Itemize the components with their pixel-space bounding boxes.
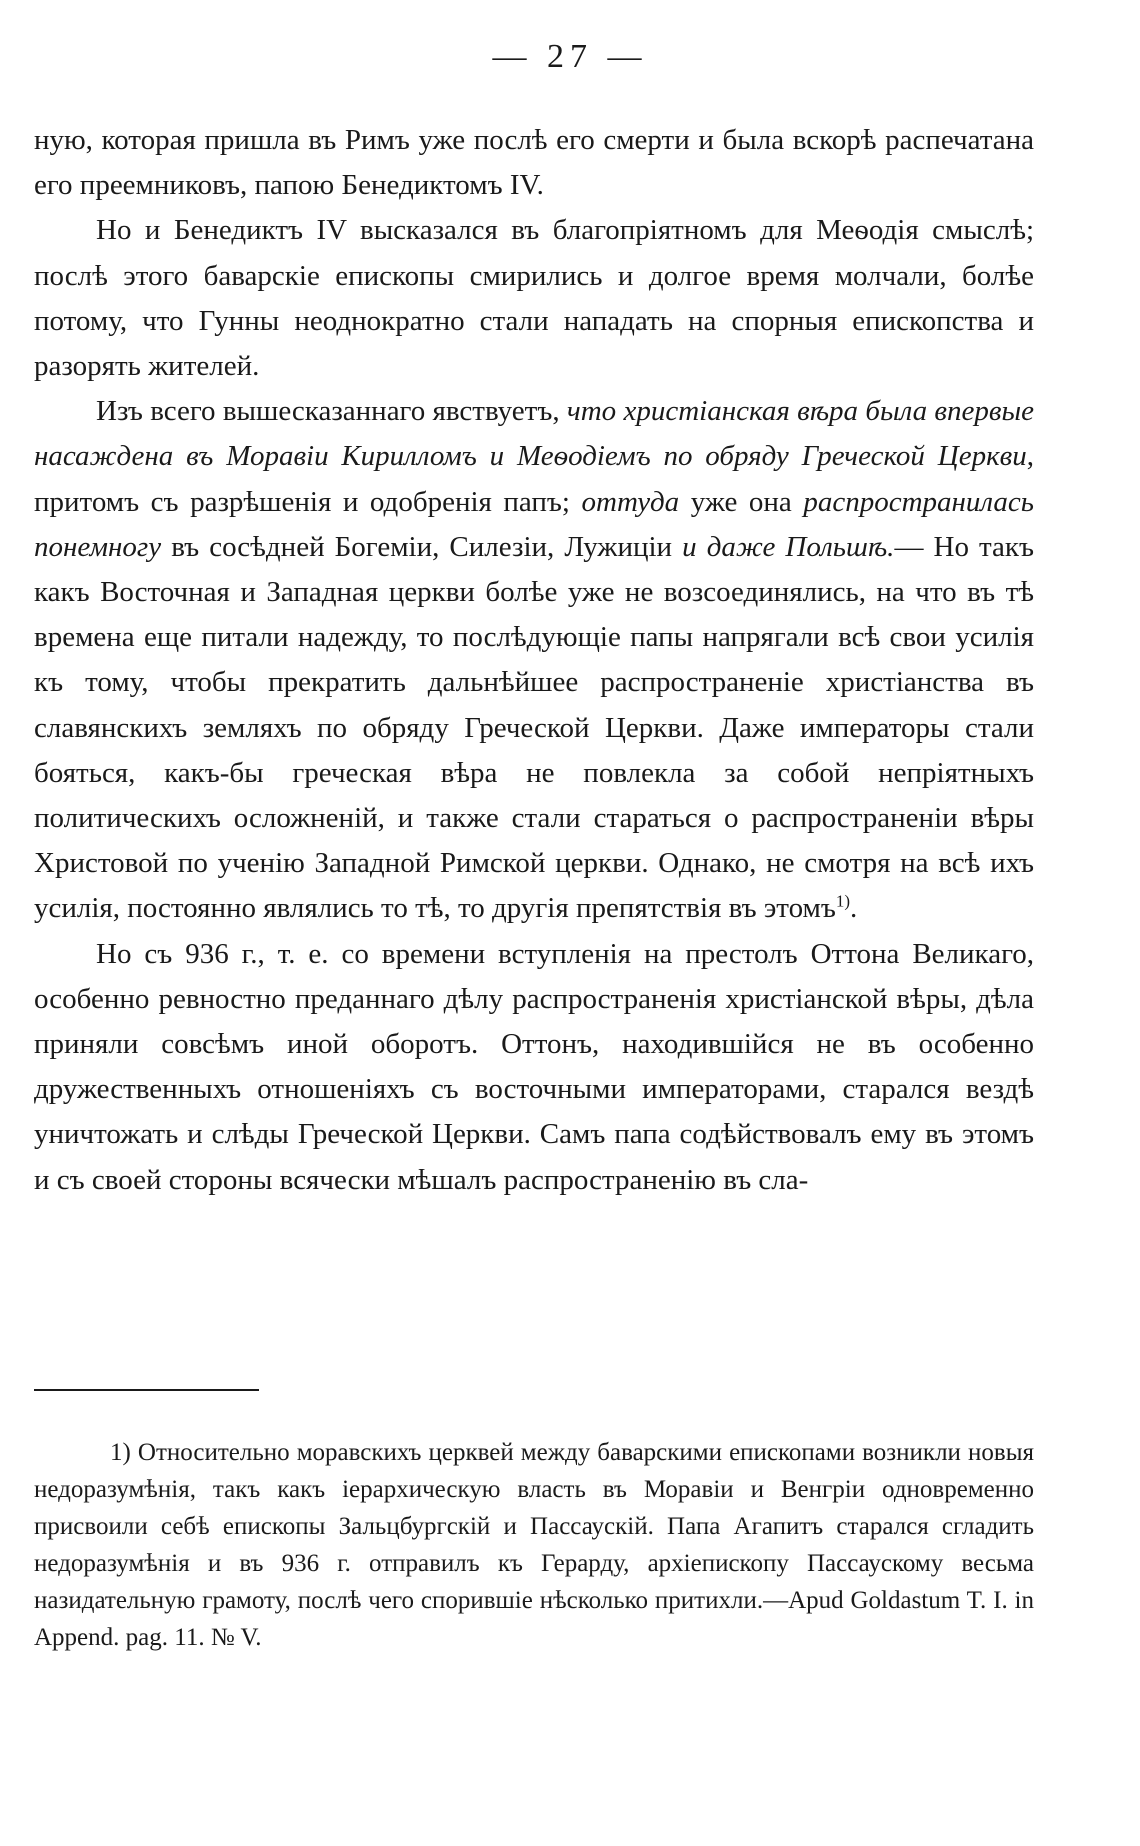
footnote-text: Относительно моравскихъ церквей между баварскими епископами возникли новыя недоразумѣнія, такъ какъ іерархическую власть въ Моравіи и Венгріи одновременно присвоили себѣ епископы Зальцбургскій и Пассаускій. Папа Агапитъ старался сгладить недоразумѣнія и въ 936 г. отправилъ къ Герарду, архіепископу Пассаускому весьма назидательную грамоту, послѣ чего спорившіе нѣсколько притихли.—Apud Goldastum T. I. in Append. pag. 11. № V.	[34, 1439, 1034, 1651]
paragraph-3-text: .	[850, 892, 858, 925]
footnote	[34, 1434, 1034, 1656]
paragraph-3-text: уже она	[679, 485, 804, 518]
main-text	[34, 118, 1034, 1203]
page-number: — 27 —	[492, 38, 648, 75]
paragraph-1: ную, которая пришла въ Римъ уже послѣ его смерти и была вскорѣ распечатана его преемниковъ, папою Бенедиктомъ IV.	[34, 124, 1034, 202]
paragraph-3-text: Изъ всего вышесказаннаго явствуетъ,	[96, 395, 567, 428]
paragraph-2: Но и Бенедиктъ IV высказался въ благопріятномъ для Меѳодія смыслѣ; послѣ этого баварскіе епископы смирились и долгое время молчали, болѣе потому, что Гунны неоднократно стали нападать на спорныя епископства и разорять жителей.	[34, 214, 1034, 383]
paragraph-3	[34, 389, 1034, 931]
paragraph-3-italic: и даже Польшѣ.	[682, 530, 895, 563]
paragraph-3-text: , притомъ съ разрѣшенія и одобренія папъ;	[34, 440, 1034, 518]
footnote-separator	[34, 1389, 259, 1391]
paragraph-3-text: — Но такъ какъ Восточная и Западная церкви болѣе уже не возсоединялись, на что въ тѣ времена еще питали надежду, то послѣдующіе папы напрягали всѣ свои усилія къ тому, чтобы прекратить дальнѣйшее распространеніе христіанства въ славянскихъ земляхъ по обряду Греческой Церкви. Даже императоры стали бояться, какъ-бы греческая вѣра не повлекла за собой непріятныхъ политическихъ осложненій, и также стали стараться о распространеніи вѣры Христовой по ученію Западной Римской церкви. Однако, не смотря на всѣ ихъ усилія, постоянно являлись то тѣ, то другія препятствія въ этомъ	[34, 530, 1034, 925]
footnote-marker: 1)	[110, 1439, 131, 1466]
paragraph-3-italic: оттуда	[581, 485, 680, 518]
paragraph-4: Но съ 936 г., т. е. со времени вступленія на престолъ Оттона Великаго, особенно ревностно преданнаго дѣлу распространенія христіанской вѣры, дѣла приняли совсѣмъ иной оборотъ. Оттонъ, находившійся не въ особенно дружественныхъ отношеніяхъ съ восточными императорами, старался вездѣ уничтожать и слѣды Греческой Церкви. Самъ папа содѣйствовалъ ему въ этомъ и съ своей стороны всячески мѣшалъ распространенію въ сла-	[34, 937, 1034, 1196]
footnote-reference[interactable]: 1)	[835, 891, 851, 911]
paragraph-3-italic: что христіанская вѣра была впервые насаждена въ Моравіи Кирилломъ и Меѳодіемъ по обряду Греческой Церкви	[34, 395, 1034, 473]
paragraph-3-text: въ сосѣдней Богеміи, Силезіи, Лужиціи	[161, 530, 683, 563]
paragraph-3-italic: распространилась понемногу	[34, 485, 1034, 563]
